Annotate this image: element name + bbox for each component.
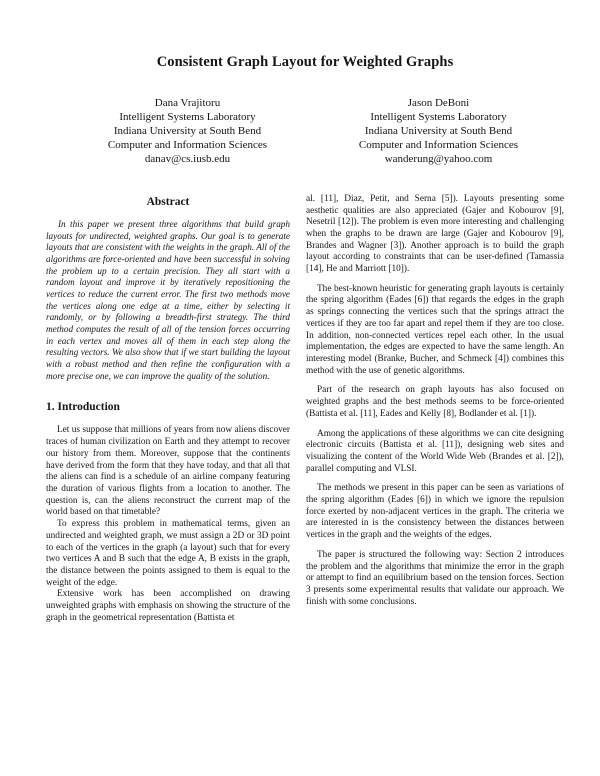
right-paragraph-5: The methods we present in this paper can be seen as variations of the spring algorithm (Eades [6]) in which we ignore the repulsion force exerted by non-adjacent vertices in the graph. The criteria we are interested in is the consistency between the distances between vertices in the graph and the weights of the edges.: [306, 483, 564, 541]
author-name: Jason DeBoni: [407, 97, 470, 109]
right-column: [306, 194, 564, 625]
author-university: Indiana University at South Bend: [113, 124, 262, 137]
author-university: Indiana University at South Bend: [364, 124, 513, 137]
author-email: danav@cs.iusb.edu: [144, 152, 231, 165]
right-paragraph-4: Among the applications of these algorithms we can cite designing electronic circuits (Battista et al. [11]), designing web sites and visualizing the content of the World Wide Web (Brandes et al. [2]), parallel computing and VLSI.: [306, 428, 564, 474]
right-paragraph-1: al. [11], Diaz, Petit, and Serna [5]). Layouts presenting some aesthetic qualities are also appreciated (Gajer and Kobourov [9], Nesetril [12]). The problem is even more interesting and challenging when the graphs to be drawn are large (Gajer and Kobourov [9], Brandes and Wagner [3]). Another approach is to build the graph layout according to constraints that can be user-defined (Tamassia [14], He and Marriott [10]).: [306, 193, 564, 275]
left-column: [46, 194, 290, 625]
right-paragraph-3: Part of the research on graph layouts has also focused on weighted graphs and the best methods seems to be force-oriented (Battista et al. [11], Eades and Kelly [8], Bodlander et al. [1]).: [306, 385, 564, 419]
author-department: Computer and Information Sciences: [107, 138, 268, 151]
author-name: Dana Vrajitoru: [154, 97, 221, 109]
right-paragraph-6: The paper is structured the following way: Section 2 introduces the problem and the algorithms that minimize the error in the graph or attempt to find an equilibrium based on the tension forces. Section 3 presents some experimental results that validate our approach. We finish with some conclusions.: [306, 549, 564, 607]
right-paragraph-2: The best-known heuristic for generating graph layouts is certainly the spring algorithm (Eades [6]) that regards the edges in the graph as springs connecting the vertices such that the springs attract the vertices if they are too far apart and repel them if they are too close. In addition, non-connected vertices repel each other. In the usual implementation, the edges are expected to have the same length. An interesting model (Branke, Bucher, and Schmeck [4]) combines this method with the use of genetic algorithms.: [306, 283, 564, 376]
author-block-1: [46, 97, 313, 167]
section-heading-introduction: 1. Introduction: [46, 401, 120, 414]
authors-row: [46, 97, 564, 167]
two-column-body: [46, 194, 564, 625]
intro-paragraph-3: Extensive work has been accomplished on drawing unweighted graphs with emphasis on showing the structure of the graph in the geometrical representation (Battista et: [46, 589, 290, 623]
author-laboratory: Intelligent Systems Laboratory: [119, 110, 256, 123]
author-block-2: [313, 97, 564, 167]
author-department: Computer and Information Sciences: [358, 138, 519, 151]
abstract-heading: Abstract: [146, 195, 190, 208]
paper-title: Consistent Graph Layout for Weighted Graphs: [156, 54, 454, 70]
author-email: wanderung@yahoo.com: [384, 152, 493, 165]
abstract-text: In this paper we present three algorithms that build graph layouts for undirected, weighted graphs. Our goal is to generate layouts that are consistent with the weights in the graph. All of the algorithms are force-oriented and have been successful in solving the problem up to a certain precision. They all start with a random layout and improve it by iteratively repositioning the vertices to reduce the current error. The first two methods move the vertices along one edge at a time, either by selecting it randomly, or by following a breadth-first strategy. The third method computes the result of all of the tension forces occurring in each vertex and moves all of them in each step along the resulting vectors. We also show that if we start building the layout with a robust method and then refine the configuration with a more precise one, we can improve the quality of the solution.: [46, 218, 290, 381]
author-laboratory: Intelligent Systems Laboratory: [370, 110, 507, 123]
intro-paragraph-1: Let us suppose that millions of years from now aliens discover traces of human civilization on Earth and they attempt to recover our history from them. Moreover, suppose that the continents have derived from the form that they have today, and that all that the aliens can find is a schedule of an airline company featuring the duration of various flights from a location to another. The question is, can the aliens reconstruct the current map of the world based on that timetable?: [46, 425, 290, 518]
intro-paragraph-2: To express this problem in mathematical terms, given an undirected and weighted graph, we must assign a 2D or 3D point to each of the vertices in the graph (a layout) such that for every two vertices A and B such that the edge A, B exists in the graph, the distance between the points assigned to them is equal to the weight of the edge.: [46, 519, 290, 588]
